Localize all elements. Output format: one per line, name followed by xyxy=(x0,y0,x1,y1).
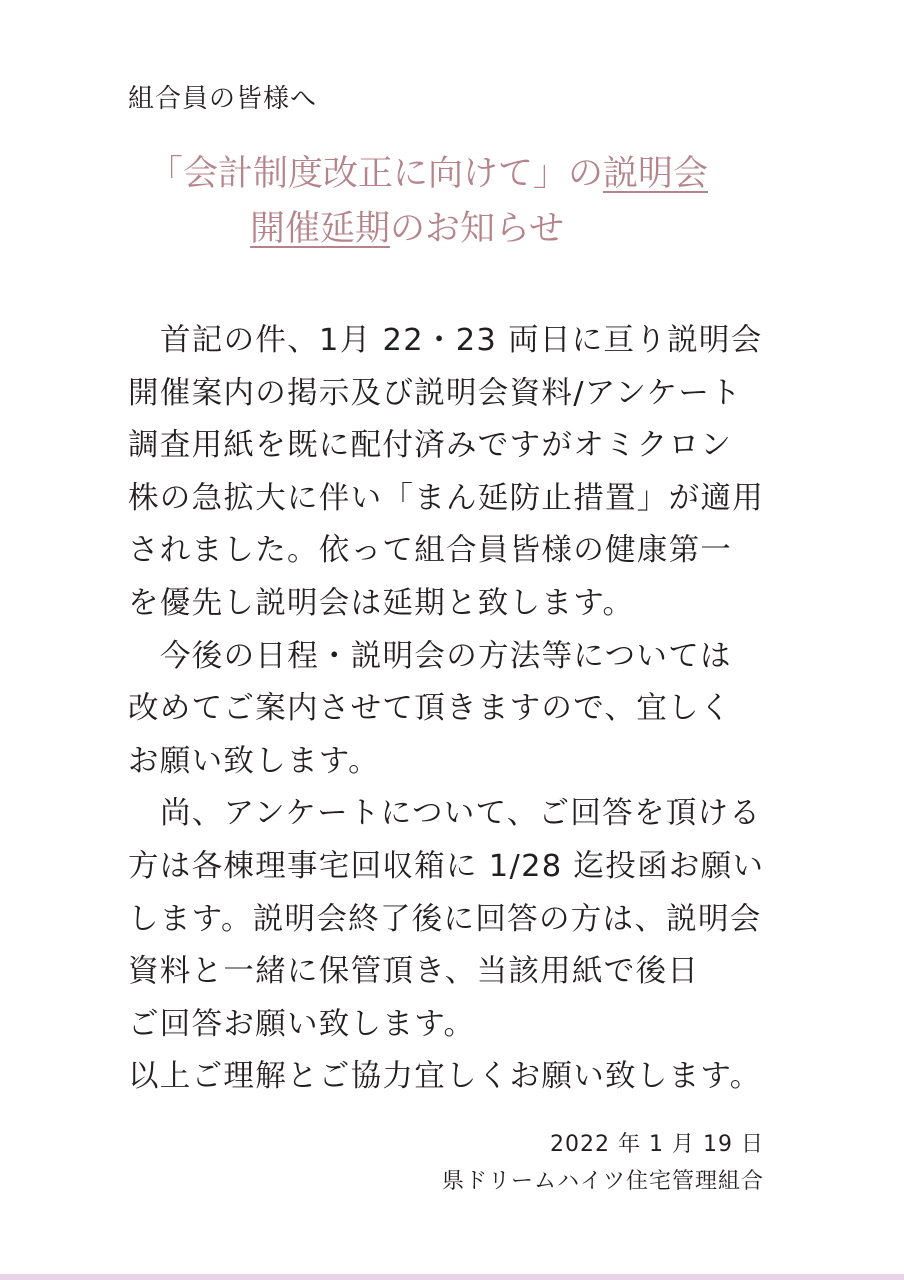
body-line: されました。依って組合員皆様の健康第一 xyxy=(128,533,733,569)
title-line-2 xyxy=(0,205,904,253)
body-line: お願い致します。 xyxy=(128,743,380,779)
body-line: 株の急拡大に伴い「まん延防止措置」が適用 xyxy=(128,480,764,516)
scan-edge xyxy=(0,1274,904,1280)
body-line: 方は各棟理事宅回収箱に 1/28 迄投函お願い xyxy=(128,848,765,884)
body-line: 首記の件、1月 22・23 両日に亘り説明会 xyxy=(160,323,763,358)
body-line: 尚、アンケートについて、ご回答を頂ける xyxy=(160,796,762,832)
notice-date: 2022 年 1 月 19 日 xyxy=(550,1132,764,1157)
title-underlined-briefing: 説明会 xyxy=(603,154,709,194)
title-line-2-text: のお知らせ xyxy=(390,209,564,249)
body-line: 調査用紙を既に配付済みですがオミクロン xyxy=(128,428,733,464)
body-line: 改めてご案内させて頂きますので、宜しく xyxy=(128,691,732,727)
title-line-1 xyxy=(0,150,904,198)
body-line: します。説明会終了後に回答の方は、説明会 xyxy=(128,901,762,937)
title-line-1-text: 「会計制度改正に向けて」の xyxy=(148,154,604,194)
body-line: を優先し説明会は延期と致します。 xyxy=(128,585,635,621)
notice-body xyxy=(128,315,788,1104)
salutation: 組合員の皆様へ xyxy=(128,84,318,114)
organization-name: 県ドリームハイツ住宅管理組合 xyxy=(441,1169,764,1194)
body-line: ご回答お願い致します。 xyxy=(128,1006,476,1042)
body-line: 今後の日程・説明会の方法等については xyxy=(160,638,732,674)
title-underlined-postponement: 開催延期 xyxy=(250,209,391,249)
body-line: 開催案内の掲示及び説明会資料/アンケート xyxy=(128,375,742,411)
body-line: 資料と一緒に保管頂き、当該用紙で後日 xyxy=(128,954,700,990)
body-line: 以上ご理解とご協力宜しくお願い致します。 xyxy=(128,1059,762,1095)
